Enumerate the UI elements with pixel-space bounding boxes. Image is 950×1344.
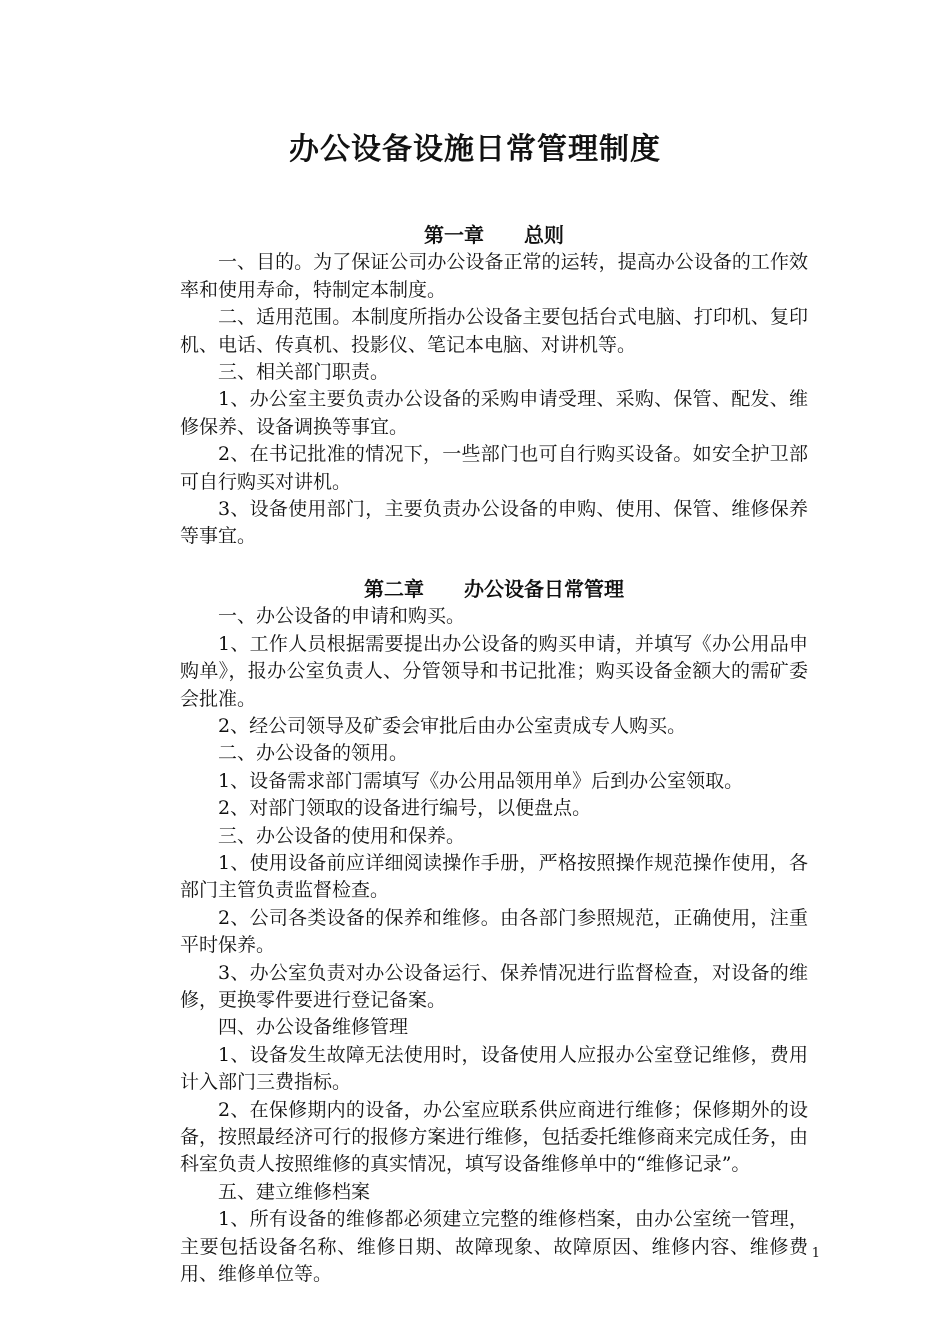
paragraph: 2、在保修期内的设备，办公室应联系供应商进行维修；保修期外的设备，按照最经济可行的报修方案进行维修，包括委托维修商来完成任务，由科室负责人按照维修的真实情况，填写设备维修单中的“维修记录”。 — [180, 1098, 808, 1176]
document-body — [180, 222, 808, 1288]
paragraph: 1、设备发生故障无法使用时，设备使用人应报办公室登记维修，费用计入部门三费指标。 — [180, 1043, 808, 1094]
paragraph: 1、使用设备前应详细阅读操作手册，严格按照操作规范操作使用，各部门主管负责监督检查。 — [180, 851, 808, 902]
chapter-1-heading: 第一章 总则 — [424, 223, 564, 247]
paragraph: 1、办公室主要负责办公设备的采购申请受理、采购、保管、配发、维修保养、设备调换等事宜。 — [180, 388, 808, 438]
paragraph: 1、工作人员根据需要提出办公设备的购买申请，并填写《办公用品申购单》，报办公室负责人、分管领导和书记批准；购买设备金额大的需矿委会批准。 — [180, 632, 808, 710]
paragraph: 1、所有设备的维修都必须建立完整的维修档案，由办公室统一管理，主要包括设备名称、维修日期、故障现象、故障原因、维修内容、维修费用、维修单位等。 — [180, 1208, 808, 1286]
paragraph: 2、经公司领导及矿委会审批后由办公室责成专人购买。 — [218, 714, 687, 737]
chapter-2-heading: 第二章 办公设备日常管理 — [364, 576, 624, 601]
paragraph: 二、适用范围。本制度所指办公设备主要包括台式电脑、打印机、复印机、电话、传真机、投影仪、笔记本电脑、对讲机等。 — [180, 306, 808, 356]
paragraph: 五、建立维修档案 — [218, 1180, 371, 1203]
paragraph: 3、设备使用部门，主要负责办公设备的申购、使用、保管、维修保养等事宜。 — [180, 498, 808, 548]
paragraph: 2、对部门领取的设备进行编号，以便盘点。 — [218, 797, 592, 820]
document-title: 办公设备设施日常管理制度 — [289, 132, 661, 167]
paragraph: 3、办公室负责对办公设备运行、保养情况进行监督检查，对设备的维修，更换零件要进行登记备案。 — [180, 961, 808, 1011]
paragraph: 三、办公设备的使用和保养。 — [218, 824, 466, 847]
paragraph: 2、公司各类设备的保养和维修。由各部门参照规范，正确使用，注重平时保养。 — [180, 906, 808, 957]
paragraph: 一、目的。为了保证公司办公设备正常的运转，提高办公设备的工作效率和使用寿命，特制定本制度。 — [180, 251, 808, 301]
paragraph: 2、在书记批准的情况下，一些部门也可自行购买设备。如安全护卫部可自行购买对讲机。 — [180, 443, 808, 493]
page-number: 1 — [811, 1246, 820, 1261]
paragraph: 二、办公设备的领用。 — [218, 742, 409, 765]
paragraph: 四、办公设备维修管理 — [218, 1016, 409, 1039]
paragraph: 一、办公设备的申请和购买。 — [218, 605, 466, 628]
paragraph: 三、相关部门职责。 — [218, 361, 390, 384]
paragraph: 1、设备需求部门需填写《办公用品领用单》后到办公室领取。 — [218, 769, 744, 792]
